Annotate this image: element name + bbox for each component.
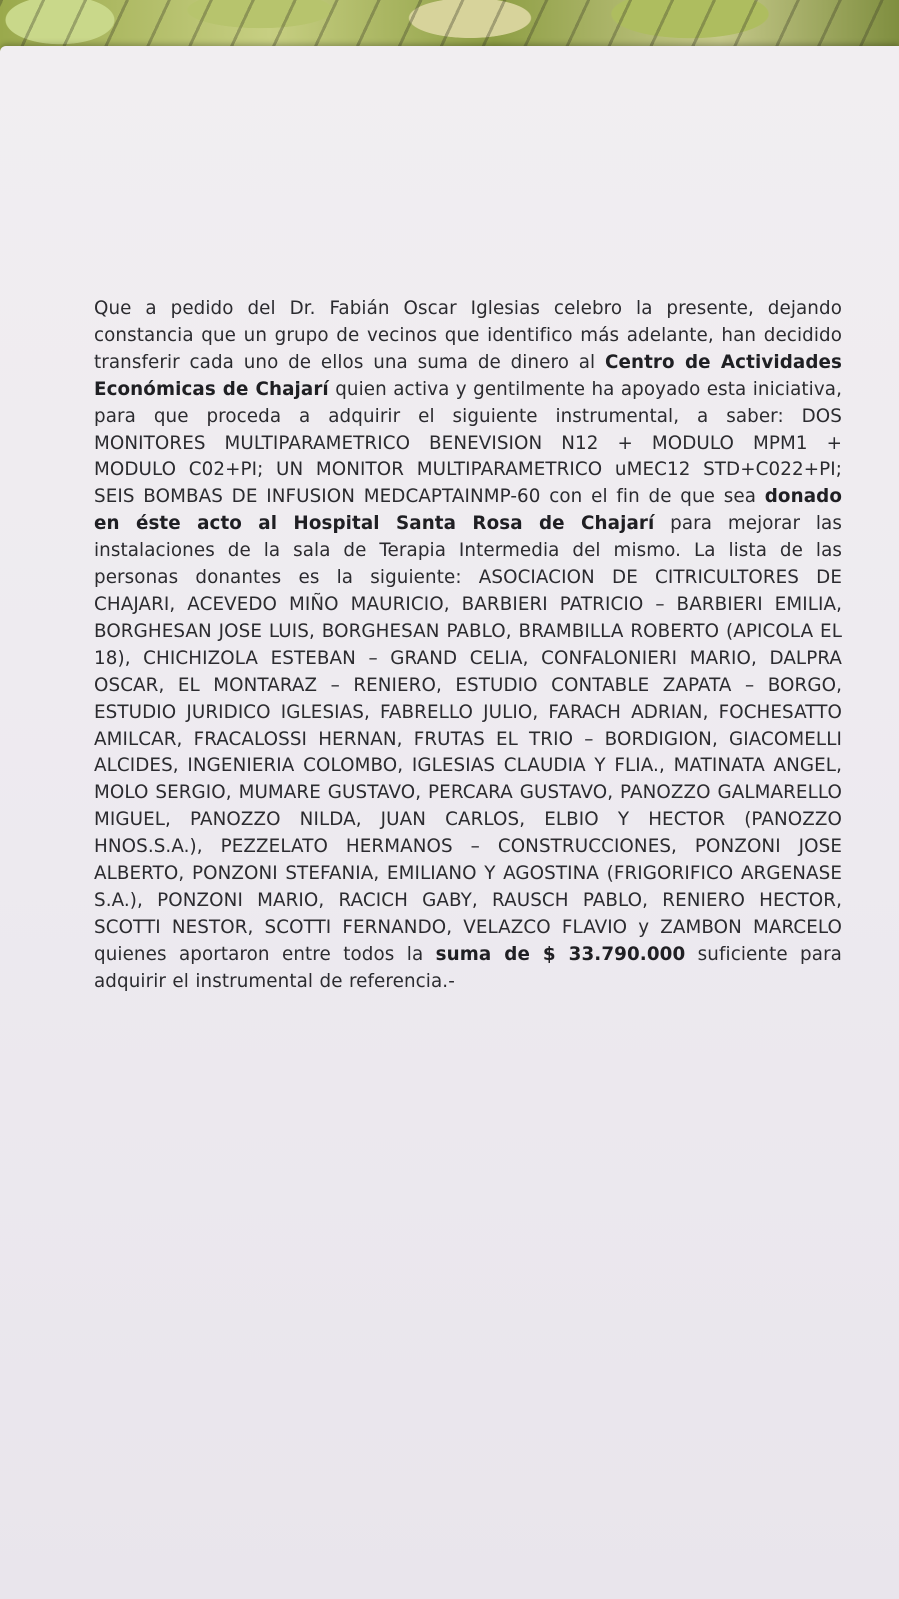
paragraph-text-instrumental: quien activa y gentilmente ha apoyado esta iniciativa, para que proceda a adquirir el siguiente instrumental, a saber: DOS MONITORES MULTIPARAMETRICO BENEVISION N12 + MODULO MPM1 + MODULO C02+PI; UN MONITOR MULTIPARAMETRICO uMEC12 STD+C022+PI; SEIS BOMBAS DE INFUSION MEDCAPTAINMP-60 con el fin de que sea [94, 378, 842, 508]
paragraph-bold-donado: donado en éste acto al Hospital Santa Rosa de Chajarí [94, 486, 842, 535]
paragraph-text-closing: suficiente para adquirir el instrumental de referencia.- [94, 943, 842, 992]
paragraph-text-donantes: para mejorar las instalaciones de la sala de Terapia Intermedia del mismo. La lista de las personas donantes es la siguiente: ASOCIACION DE CITRICULTORES DE CHAJARI, ACEVEDO MIÑO MAURICIO, BARBIERI PATRICIO – BARBIERI EMILIA, BORGHESAN JOSE LUIS, BORGHESAN PABLO, BRAMBILLA ROBERTO (APICOLA EL 18), CHICHIZOLA ESTEBAN – GRAND CELIA, CONFALONIERI MARIO, DALPRA OSCAR, EL MONTARAZ – RENIERO, ESTUDIO CONTABLE ZAPATA – BORGO, ESTUDIO JURIDICO IGLESIAS, FABRELLO JULIO, FARACH ADRIAN, FOCHESATTO AMILCAR, FRACALOSSI HERNAN, FRUTAS EL TRIO – BORDIGION, GIACOMELLI ALCIDES, INGENIERIA COLOMBO, IGLESIAS CLAUDIA Y FLIA., MATINATA ANGEL, MOLO SERGIO, MUMARE GUSTAVO, PERCARA GUSTAVO, PANOZZO GALMARELLO MIGUEL, PANOZZO NILDA, JUAN CARLOS, ELBIO Y HECTOR (PANOZZO HNOS.S.A.), PEZZELATO HERMANOS – CONSTRUCCIONES, PONZONI JOSE ALBERTO, PONZONI STEFANIA, EMILIANO Y AGOSTINA (FRIGORIFICO ARGENASE S.A.), PONZONI MARIO, RACICH GABY, RAUSCH PABLO, RENIERO HECTOR, SCOTTI NESTOR, SCOTTI FERNANDO, VELAZCO FLAVIO y ZAMBON MARCELO quienes aportaron entre todos la [94, 513, 842, 965]
paragraph-text-intro: Que a pedido del Dr. Fabián Oscar Iglesias celebro la presente, dejando constancia que un grupo de vecinos que identifico más adelante, han decidido transferir cada uno de ellos una suma de dinero al [94, 298, 842, 373]
paragraph-bold-centro: Centro de Actividades Económicas de Chajarí [94, 351, 842, 400]
paragraph-bold-suma: suma de $ 33.790.000 [435, 943, 686, 965]
document-paragraph [94, 296, 842, 996]
